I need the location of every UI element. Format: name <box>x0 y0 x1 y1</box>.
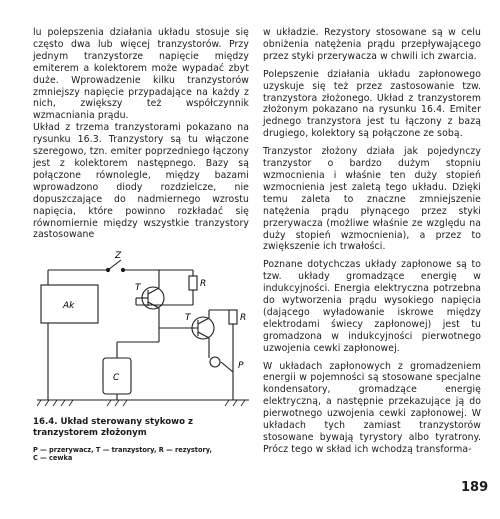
label-breaker: P <box>238 361 244 371</box>
label-resistor-1: R <box>200 279 207 289</box>
left-paragraph-1: lu polepszenia działania układu stosuje się często dwa lub więcej tranzystorów. Przy jednym tranzystorze napięcie między emiterem a kolektorem może wypadać zbyt duże. Wprowadzenie kilku tranzystorów zmniejszy napięcie przypadające na każdy z nich, zwiększy też współczynnik wzmacniania prądu. <box>33 27 249 122</box>
figure-legend-line-1: P — przerywacz, T — tranzystory, R — rezystory, <box>33 446 213 454</box>
breaker-cam-shape <box>210 357 220 367</box>
right-paragraph-1: w układzie. Rezystory stosowane są w celu obniżenia natężenia prądu przepływającego przez styki przerywacza w chwili ich zwarcia. <box>263 27 481 62</box>
right-text-column <box>263 27 481 456</box>
label-coil: C <box>113 373 120 383</box>
switch-blade <box>108 260 121 270</box>
circuit-diagram <box>33 250 253 412</box>
label-switch: Z <box>115 251 122 261</box>
circuit-diagram-figure <box>33 250 253 412</box>
label-transistor-1: T <box>135 283 141 293</box>
resistor-1-shape <box>189 276 197 290</box>
resistor-2-shape <box>229 310 237 324</box>
figure-legend <box>33 446 249 462</box>
right-paragraph-3: Tranzystor złożony działa jak pojedynczy tranzystor o bardzo dużym stopniu wzmocnienia i właśnie ten duży stopień wzmocnienia jest zaletą tego układu. Dzięki temu zaleta to znaczne zmniejszenie natężenia prądu płynącego przez styki przerywacza (możliwe właśnie ze względu na duży stopień wzmocnienia), a przez to zwiększenie ich trwałości. <box>263 146 481 253</box>
figure-legend-line-2: C — cewka <box>33 454 73 462</box>
label-resistor-2: R <box>240 313 247 323</box>
page-number: 189 <box>461 480 489 495</box>
label-battery: Ak <box>63 301 75 311</box>
figure-caption <box>33 417 249 438</box>
right-paragraph-5: W układach zapłonowych z gromadzeniem energii w pojemności są stosowane specjalne kondensatory, gromadzące energię elektryczną, a następnie przekazujące ją do pierwotnego uzwojenia cewki zapłonowej. W układach tych zamiast tranzystorów stosowane bywają tyrystory albo tyratrony. Prócz tego w skład ich wchodzą transforma- <box>263 360 481 455</box>
right-paragraph-4: Poznane dotychczas układy zapłonowe są to tzw. układy gromadzące energię w indukcyjności. Energia elektryczna potrzebna do wytworzenia prądu wysokiego napięcia (dającego wyładowanie iskrowe między elektrodami świecy zapłonowej) jest tu gromadzona w indukcyjności pierwotnego uzwojenia cewki zapłonowej. <box>263 259 481 354</box>
figure-caption-title: 16.4. Układ sterowany stykowo z tranzystorem złożonym <box>33 417 193 438</box>
right-paragraph-2: Polepszenie działania układu zapłonowego uzyskuje się też przez zastosowanie tzw. tranzystora złożonego. Układ z tranzystorem złożonym pokazano na rysunku 16.4. Emiter jednego tranzystora jest tu łączony z bazą drugiego, kolektory są połączone ze sobą. <box>263 68 481 140</box>
label-transistor-2: T <box>185 313 191 323</box>
left-paragraph-2: Układ z trzema tranzystorami pokazano na rysunku 16.3. Tranzystory są tu włączone szeregowo, tzn. emiter poprzedniego łączony jest z kolektorem następnego. Bazy są połączone równolegle, między bazami wprowadzono diody rozdzielcze, nie dopuszczające do nadmiernego wzrostu napięcia, które powinno rozkładać się równomiernie między wszystkie tranzystory zastosowane <box>33 122 249 241</box>
left-text-column <box>33 27 249 241</box>
